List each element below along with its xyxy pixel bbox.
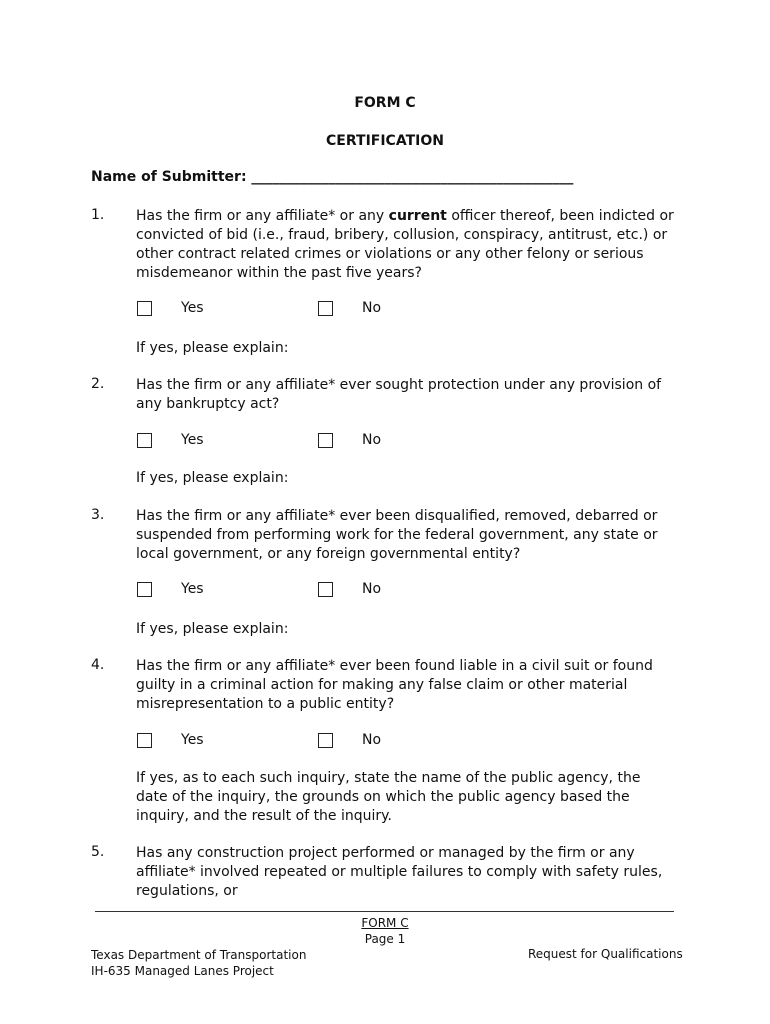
question-3-no-label: No (362, 581, 382, 597)
question-1-yes-label: Yes (181, 300, 204, 316)
question-3-no-checkbox[interactable] (318, 582, 333, 597)
question-2-no-option[interactable] (318, 432, 381, 448)
submitter-line (91, 169, 573, 185)
question-1-text: Has the firm or any affiliate* or any current officer thereof, been indicted or convicted of bid (i.e., fraud, bribery, collusion, conspiracy, antitrust, etc.) or other contract related crimes or violations or any other felony or serious misdemeanor within the past five years? (136, 208, 674, 281)
question-4-text: Has the firm or any affiliate* ever been found liable in a civil suit or found guilty in a criminal action for making any false claim or other material misrepresentation to a public entity? (136, 658, 653, 712)
footer-project: IH-635 Managed Lanes Project (91, 964, 274, 978)
question-4-number: 4. (91, 657, 105, 673)
question-4-no-label: No (362, 732, 382, 748)
question-5-number: 5. (91, 844, 105, 860)
question-1-explain: If yes, please explain: (136, 340, 289, 356)
footer-org: Texas Department of Transportation (91, 948, 307, 962)
question-4-no-option[interactable] (318, 732, 381, 748)
question-4-yes-option[interactable] (137, 732, 204, 748)
footer-rfq: Request for Qualifications (528, 947, 683, 961)
footer-page-number: Page 1 (364, 932, 406, 946)
footer-form-label: FORM C (361, 916, 409, 930)
question-2-yes-option[interactable] (137, 432, 204, 448)
question-1-number: 1. (91, 207, 105, 223)
question-2-yes-checkbox[interactable] (137, 433, 152, 448)
question-3-explain: If yes, please explain: (136, 621, 289, 637)
certification-heading: CERTIFICATION (326, 133, 444, 149)
question-3-yes-label: Yes (181, 581, 204, 597)
question-3-no-option[interactable] (318, 581, 381, 597)
footer-divider (95, 911, 674, 912)
submitter-name-field[interactable]: ______________________________________________ (251, 169, 574, 185)
question-1-no-option[interactable] (318, 300, 381, 316)
question-1-yes-checkbox[interactable] (137, 301, 152, 316)
question-2-no-label: No (362, 432, 382, 448)
question-2-no-checkbox[interactable] (318, 433, 333, 448)
question-2-number: 2. (91, 376, 105, 392)
question-1-yes-option[interactable] (137, 300, 204, 316)
question-1-no-checkbox[interactable] (318, 301, 333, 316)
question-4-explain: If yes, as to each such inquiry, state the name of the public agency, the date of the inquiry, the grounds on which the public agency based the inquiry, and the result of the inquiry. (136, 770, 641, 824)
question-3-number: 3. (91, 507, 105, 523)
submitter-label: Name of Submitter: (91, 169, 247, 185)
question-3-yes-checkbox[interactable] (137, 582, 152, 597)
question-2-explain: If yes, please explain: (136, 470, 289, 486)
question-4-no-checkbox[interactable] (318, 733, 333, 748)
question-1-no-label: No (362, 300, 382, 316)
question-5-text: Has any construction project performed or managed by the firm or any affiliate* involved repeated or multiple failures to comply with safety rules, regulations, or (136, 845, 663, 899)
question-2-text: Has the firm or any affiliate* ever sought protection under any provision of any bankruptcy act? (136, 377, 662, 412)
question-3-yes-option[interactable] (137, 581, 204, 597)
question-2-yes-label: Yes (181, 432, 204, 448)
form-title: FORM C (354, 95, 416, 111)
question-4-yes-label: Yes (181, 732, 204, 748)
question-3-text: Has the firm or any affiliate* ever been disqualified, removed, debarred or suspended from performing work for the federal government, any state or local government, or any foreign governmental entity? (136, 508, 658, 562)
question-4-yes-checkbox[interactable] (137, 733, 152, 748)
